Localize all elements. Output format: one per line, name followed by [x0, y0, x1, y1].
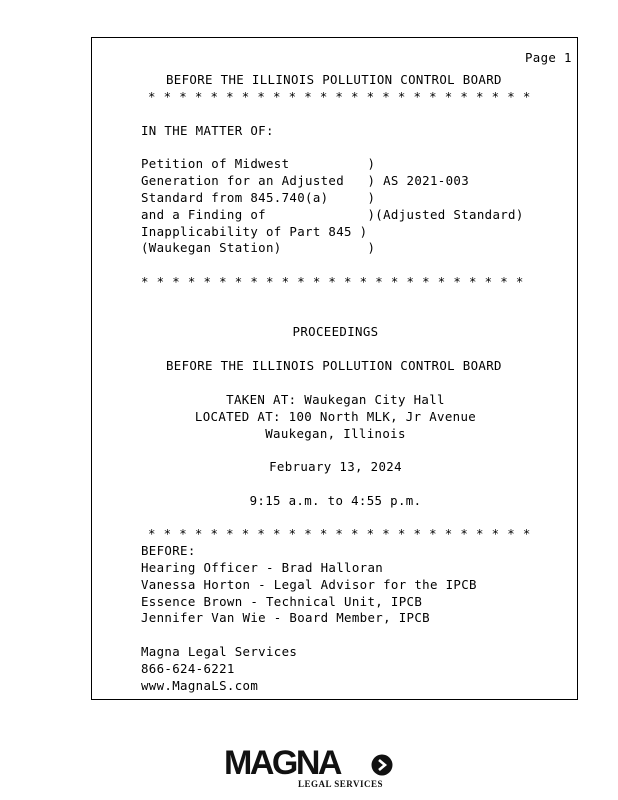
caption-line: and a Finding of )(Adjusted Standard)	[141, 207, 524, 222]
attendee-line: Hearing Officer - Brad Halloran	[141, 560, 384, 575]
attendee-line: Essence Brown - Technical Unit, IPCB	[141, 594, 423, 609]
attendee-line: Jennifer Van Wie - Board Member, IPCB	[141, 610, 430, 625]
hearing-date: February 13, 2024	[269, 459, 402, 474]
hearing-time: 9:15 a.m. to 4:55 p.m.	[249, 493, 422, 508]
star-divider-top: * * * * * * * * * * * * * * * * * * * * * * * * *	[148, 89, 531, 104]
logo-subtitle: LEGAL SERVICES	[298, 779, 383, 789]
service-name: Magna Legal Services	[141, 644, 298, 659]
before-label: BEFORE:	[141, 543, 196, 558]
star-divider-bottom: * * * * * * * * * * * * * * * * * * * * * * * * *	[148, 526, 531, 541]
logo-wordmark: MAGNA	[224, 744, 340, 782]
star-divider-middle: * * * * * * * * * * * * * * * * * * * * * * * * *	[141, 274, 524, 289]
matter-heading: IN THE MATTER OF:	[141, 123, 274, 138]
board-title-repeat: BEFORE THE ILLINOIS POLLUTION CONTROL BOARD	[166, 358, 502, 373]
transcript-page	[91, 37, 578, 700]
located-at: LOCATED AT: 100 North MLK, Jr Avenue	[194, 409, 477, 424]
caption-line: (Waukegan Station) )	[141, 240, 376, 255]
proceedings-heading: PROCEEDINGS	[292, 324, 379, 339]
magna-logo	[224, 744, 394, 792]
caption-line: Inapplicability of Part 845 )	[141, 224, 368, 239]
service-website: www.MagnaLS.com	[141, 678, 259, 693]
caption-line: Generation for an Adjusted ) AS 2021-003	[141, 173, 470, 188]
attendee-line: Vanessa Horton - Legal Advisor for the IPCB	[141, 577, 477, 592]
city: Waukegan, Illinois	[265, 426, 406, 441]
caption-line: Standard from 845.740(a) )	[141, 190, 376, 205]
service-phone: 866-624-6221	[141, 661, 235, 676]
board-title: BEFORE THE ILLINOIS POLLUTION CONTROL BOARD	[166, 72, 502, 87]
arrow-circle-icon	[371, 754, 393, 776]
taken-at: TAKEN AT: Waukegan City Hall	[226, 392, 445, 407]
page-number: Page 1	[525, 50, 572, 65]
caption-line: Petition of Midwest )	[141, 156, 376, 171]
